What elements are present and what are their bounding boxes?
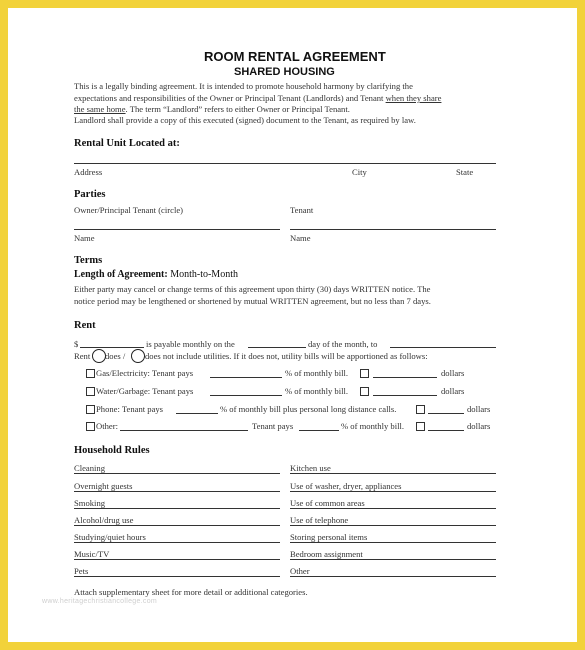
rule-telephone-label: Use of telephone [290, 515, 349, 525]
other-tenant-pays: Tenant pays [252, 421, 294, 431]
rent-day-text: day of the month, to [308, 339, 378, 349]
phone-dollars-label: dollars [467, 404, 491, 414]
other-pct-text: % of monthly bill. [341, 421, 405, 431]
phone-dollars-checkbox[interactable] [416, 405, 425, 414]
rule-common-areas-label: Use of common areas [290, 498, 365, 508]
gas-checkbox[interactable] [86, 369, 95, 378]
rent-word: Rent [74, 351, 91, 361]
intro-line-2 [74, 93, 441, 103]
tenant-label: Tenant [290, 205, 314, 215]
document-subtitle: SHARED HOUSING [234, 66, 335, 78]
gas-dollars-label: dollars [441, 368, 465, 378]
rule-smoking-label: Smoking [74, 498, 106, 508]
rule-common-areas-line[interactable] [290, 508, 496, 509]
terms-line-2: notice period may be lengthened or shortened by mutual WRITTEN agreement, but no less than 7 days. [74, 296, 431, 306]
rule-telephone-line[interactable] [290, 525, 496, 526]
other-dollars-line[interactable] [428, 430, 464, 431]
rule-pets-line[interactable] [74, 576, 280, 577]
parties-heading: Parties [74, 189, 106, 200]
intro-line-3 [74, 104, 350, 114]
other-percent-line[interactable] [299, 430, 339, 431]
state-label: State [456, 167, 474, 177]
rent-payable-text: is payable monthly on the [146, 339, 235, 349]
owner-label: Owner/Principal Tenant (circle) [74, 205, 184, 215]
length-value: Month-to-Month [167, 269, 238, 280]
owner-name-label: Name [74, 233, 95, 243]
rule-cleaning-label: Cleaning [74, 463, 106, 473]
rent-utilities-line [74, 351, 90, 361]
intro-line-3-text: . The term “Landlord” refers to either Owner or Principal Tenant. [125, 104, 350, 114]
rule-washer-line[interactable] [290, 491, 496, 492]
rule-music-tv-label: Music/TV [74, 549, 110, 559]
water-dollars-line[interactable] [373, 395, 437, 396]
does-circle-option[interactable] [92, 349, 106, 363]
water-dollars-label: dollars [441, 386, 465, 396]
rent-amount-line[interactable] [80, 347, 144, 348]
intro-underlined-text-1: when they share [385, 93, 442, 103]
rent-payee-line[interactable] [390, 347, 496, 348]
water-dollars-checkbox[interactable] [360, 387, 369, 396]
rule-other-label: Other [290, 566, 310, 576]
address-label: Address [74, 167, 103, 177]
rule-kitchen-label: Kitchen use [290, 463, 331, 473]
gas-dollars-line[interactable] [373, 377, 437, 378]
rule-studying-line[interactable] [74, 542, 280, 543]
intro-underlined-text-2: the same home [74, 104, 126, 114]
rent-heading: Rent [74, 320, 96, 331]
phone-label: Phone: Tenant pays [96, 404, 164, 414]
rule-alcohol-label: Alcohol/drug use [74, 515, 134, 525]
gas-label: Gas/Electricity: Tenant pays [96, 368, 194, 378]
other-description-line[interactable] [120, 430, 248, 431]
does-label: does / [105, 351, 126, 361]
footer-note: Attach supplementary sheet for more detail or additional categories. [74, 587, 308, 597]
terms-line-1: Either party may cancel or change terms of this agreement upon thirty (30) days WRITTEN notice. The [74, 284, 431, 294]
rule-washer-label: Use of washer, dryer, appliances [290, 481, 402, 491]
tenant-name-label: Name [290, 233, 311, 243]
terms-heading: Terms [74, 255, 103, 266]
gas-pct-text: % of monthly bill. [285, 368, 349, 378]
watermark-text: www.heritagechristiancollege.com [42, 598, 158, 605]
water-percent-line[interactable] [210, 395, 282, 396]
rule-alcohol-line[interactable] [74, 525, 280, 526]
document-page [8, 8, 577, 642]
household-rules-heading: Household Rules [74, 445, 150, 456]
rule-music-tv-line[interactable] [74, 559, 280, 560]
other-checkbox[interactable] [86, 422, 95, 431]
rule-smoking-line[interactable] [74, 508, 280, 509]
phone-percent-line[interactable] [176, 413, 218, 414]
other-label: Other: [96, 421, 118, 431]
rule-kitchen-line[interactable] [290, 473, 496, 474]
gas-percent-line[interactable] [210, 377, 282, 378]
tenant-name-line[interactable] [290, 229, 496, 230]
address-line[interactable] [74, 163, 496, 164]
document-title: ROOM RENTAL AGREEMENT [204, 49, 386, 64]
rule-overnight-guests-label: Overnight guests [74, 481, 133, 491]
other-dollars-label: dollars [467, 421, 491, 431]
water-checkbox[interactable] [86, 387, 95, 396]
rule-pets-label: Pets [74, 566, 89, 576]
phone-checkbox[interactable] [86, 405, 95, 414]
phone-pct-text: % of monthly bill plus personal long distance calls. [220, 404, 397, 414]
intro-line-2-text: expectations and responsibilities of the Owner or Principal Tenant (Landlords) and Tenant [74, 93, 386, 103]
rule-studying-label: Studying/quiet hours [74, 532, 146, 542]
gas-dollars-checkbox[interactable] [360, 369, 369, 378]
rule-bedroom-label: Bedroom assignment [290, 549, 363, 559]
phone-dollars-line[interactable] [428, 413, 464, 414]
does-not-circle-option[interactable] [131, 349, 145, 363]
rent-dollar-sign: $ [74, 339, 79, 349]
rule-storing-label: Storing personal items [290, 532, 368, 542]
rule-bedroom-line[interactable] [290, 559, 496, 560]
intro-line-4: Landlord shall provide a copy of this executed (signed) document to the Tenant, as required by law. [74, 115, 416, 125]
rule-cleaning-line[interactable] [74, 473, 280, 474]
rental-unit-heading: Rental Unit Located at: [74, 138, 180, 149]
length-label: Length of Agreement: [74, 269, 168, 280]
intro-line-1: This is a legally binding agreement. It is intended to promote household harmony by clarifying the [74, 81, 413, 91]
rule-storing-line[interactable] [290, 542, 496, 543]
rent-day-line[interactable] [248, 347, 306, 348]
length-of-agreement [74, 269, 238, 280]
rule-other-line[interactable] [290, 576, 496, 577]
other-dollars-checkbox[interactable] [416, 422, 425, 431]
does-not-label: does not include utilities. If it does not, utility bills will be apportioned as follows: [145, 351, 428, 361]
city-label: City [352, 167, 367, 177]
water-label: Water/Garbage: Tenant pays [96, 386, 194, 396]
water-pct-text: % of monthly bill. [285, 386, 349, 396]
rule-overnight-guests-line[interactable] [74, 491, 280, 492]
owner-name-line[interactable] [74, 229, 280, 230]
